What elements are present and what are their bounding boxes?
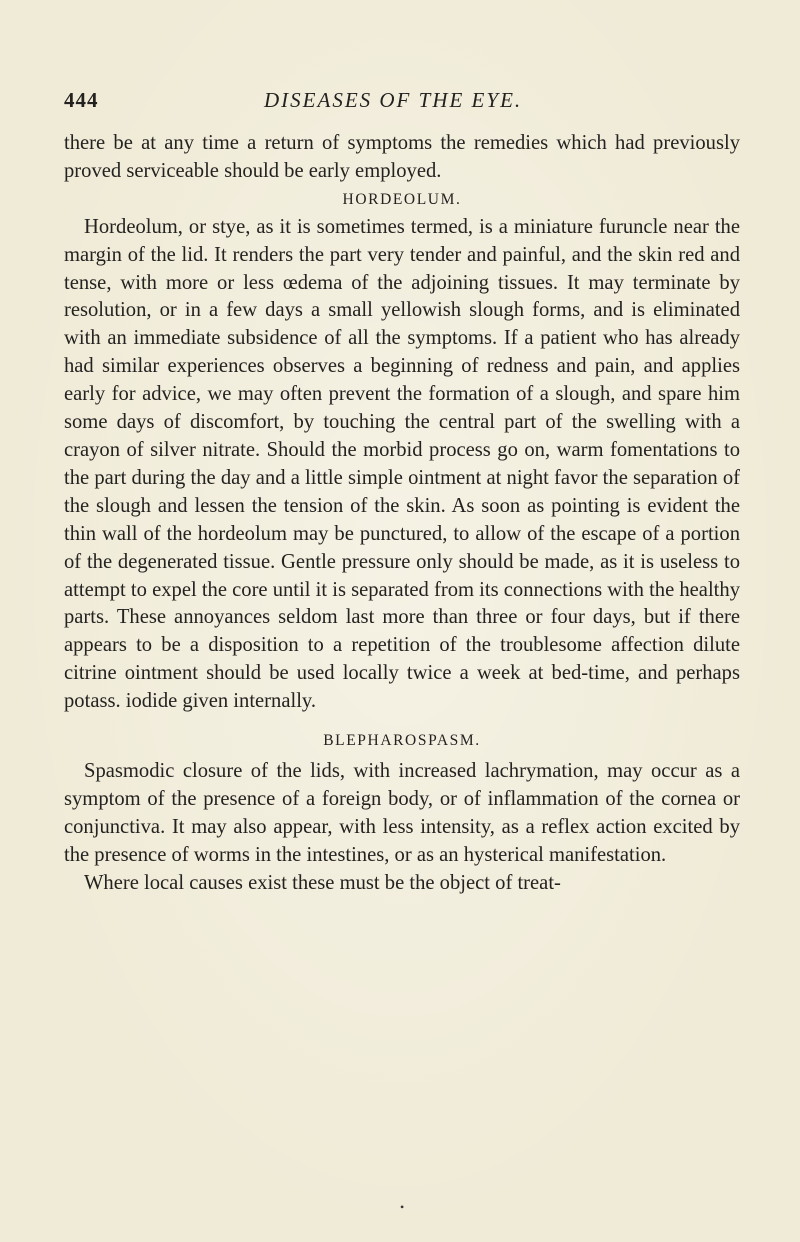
section-heading-blepharospasm: BLEPHAROSPASM. — [323, 732, 481, 750]
section-heading-hordeolum: HORDEOLUM. — [342, 190, 462, 208]
blepharospasm-paragraph-1: Spasmodic closure of the lids, with increased lachrymation, may occur as a symptom of the presence of a foreign body, or of inflammation of the cornea or conjunctiva. It may also appear, with less intensity, as a reflex action excited by the presence of worms in the intestines, or as an hysterical manifestation. — [64, 760, 740, 866]
running-title: DISEASES OF THE EYE. — [264, 88, 523, 112]
running-head — [64, 88, 740, 118]
hordeolum-paragraph: Hordeolum, or stye, as it is sometimes termed, is a miniature furuncle near the margin of the lid. It renders the part very tender and painful, and the skin red and tense, with more or less œdema of the adjoining tissues. It may terminate by resolution, or in a few days a small yellowish slough forms, and is eliminated with an immediate subsidence of all the symptoms. If a patient who has already had similar experiences observes a beginning of redness and pain, and applies early for advice, we may often prevent the formation of a slough, and spare him some days of discomfort, by touching the central part of the swelling with a crayon of silver nitrate. Should the morbid process go on, warm fomentations to the part during the day and a little simple ointment at night favor the separation of the slough and lessen the tension of the skin. As soon as pointing is evident the thin wall of the hordeolum may be punctured, to allow of the escape of a portion of the degenerated tissue. Gentle pressure only should be made, as it is useless to attempt to expel the core until it is separated from its connections with the healthy parts. These annoyances seldom last more than three or four days, but if there appears to be a disposition to a repetition of the troublesome affection dilute citrine ointment should be used locally twice a week at bed-time, and perhaps potass. iodide given internally. — [64, 215, 740, 713]
intro-paragraph: there be at any time a return of symptoms the remedies which had previously proved serviceable should be early employed. — [64, 132, 740, 182]
page-number: 444 — [64, 88, 99, 112]
blepharospasm-paragraph-2: Where local causes exist these must be the object of treat- — [84, 871, 561, 894]
body-text — [64, 130, 740, 898]
footer-mark: • — [400, 1200, 405, 1214]
